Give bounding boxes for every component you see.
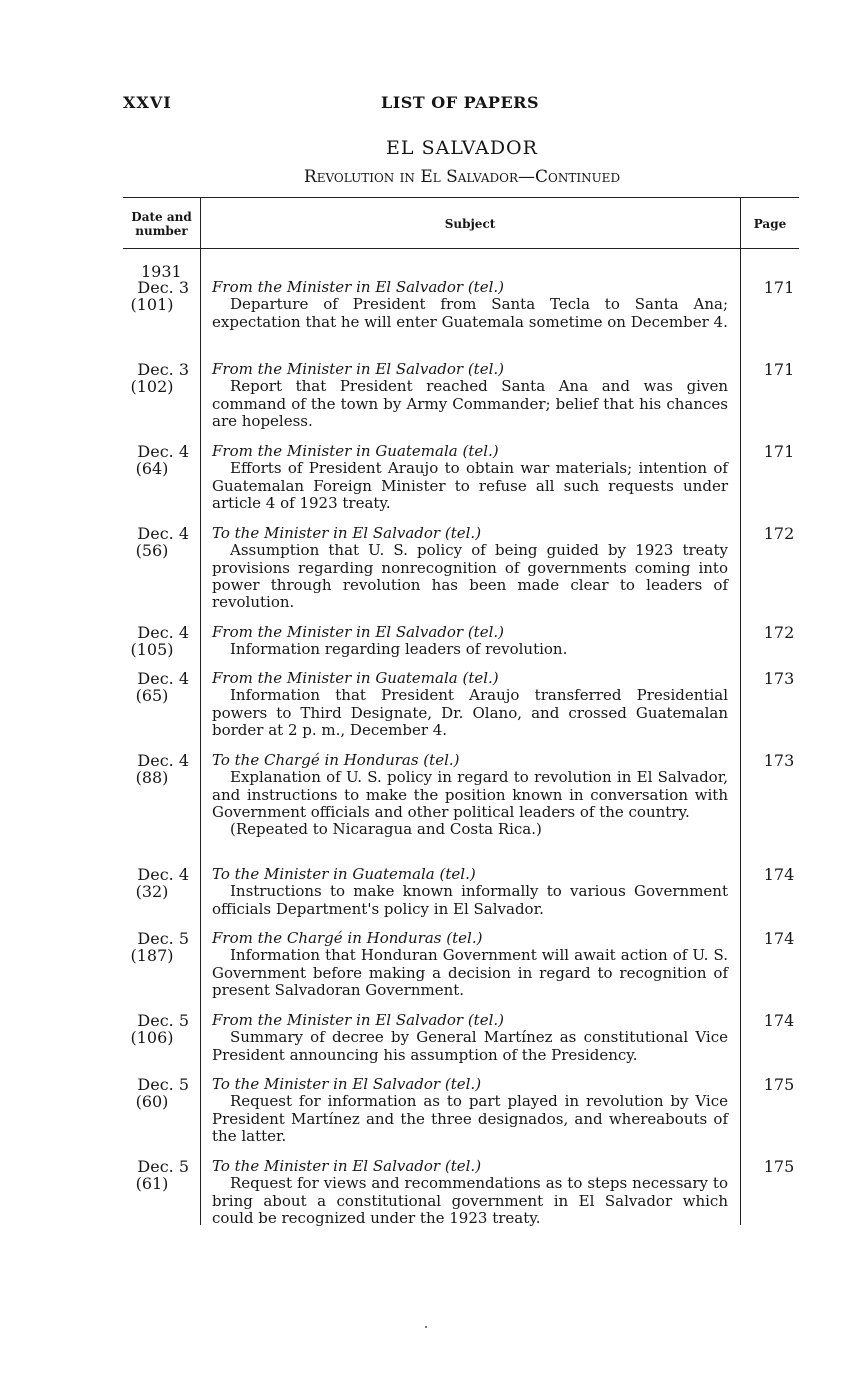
entry-number: (102) [130,377,174,396]
running-title: LIST OF PAPERS [381,93,539,112]
column-divider-left [200,197,201,1225]
entry-subject [212,752,728,838]
entry-subject [212,361,728,430]
entry-page: 174 [763,1011,795,1030]
entry-body: Explanation of U. S. policy in regard to revolution in El Salvador, and instructions to make the position known in conversation with Government officials and other political leaders of the country. [212,768,728,821]
entry-number: (105) [130,640,174,659]
entry-subject [212,1012,728,1064]
entry-note: (Repeated to Nicaragua and Costa Rica.) [230,820,542,839]
entry-from: From the Minister in El Salvador (tel.) [212,1011,505,1029]
entry-date: Dec. 3 [137,278,189,297]
entry-date: Dec. 4 [137,623,189,642]
entry-page: 171 [763,278,795,297]
entry-subject [212,443,728,512]
entry-from: From the Minister in El Salvador (tel.) [212,623,505,641]
entry-page: 171 [763,442,795,461]
entry-number: (88) [135,768,169,787]
entry-date: Dec. 5 [137,1075,189,1094]
entry-from: To the Minister in El Salvador (tel.) [212,1157,482,1175]
entry-body: Efforts of President Araujo to obtain war materials; intention of Guatemalan Foreign Minister to refuse all such requests under article 4 of 1923 treaty. [212,459,728,512]
year-label: 1931 [141,262,182,281]
entry-page: 175 [763,1075,795,1094]
column-header-date: Date and number [131,210,192,238]
entry-date: Dec. 5 [137,929,189,948]
entry-body: Request for views and recommendations as to steps necessary to bring about a constitutional government in El Salvador which could be recognized under the 1923 treaty. [212,1174,728,1227]
entry-number: (60) [135,1092,169,1111]
entry-date: Dec. 3 [137,360,189,379]
entry-body: Request for information as to part played in revolution by Vice President Martínez and the three designados, and whereabouts of the latter. [212,1092,728,1145]
entry-date: Dec. 4 [137,865,189,884]
entry-body: Report that President reached Santa Ana and was given command of the town by Army Commander; belief that his chances are hopeless. [212,377,728,430]
entry-body: Assumption that U. S. policy of being guided by 1923 treaty provisions regarding nonrecognition of governments coming into power through revolution has been made clear to leaders of revolution. [212,541,728,612]
entry-page: 174 [763,929,795,948]
entry-subject [212,1158,728,1227]
entry-subject [212,525,728,611]
entry-date: Dec. 4 [137,524,189,543]
entry-from: From the Minister in El Salvador (tel.) [212,278,505,296]
entry-subject [212,930,728,999]
entry-body: Information that President Araujo transferred Presidential powers to Third Designate, Dr. Olano, and crossed Guatemalan border at 2 p. m., December 4. [212,686,728,739]
section-heading: Revolution in El Salvador—Continued [303,167,621,187]
entry-from: To the Minister in Guatemala (tel.) [212,865,476,883]
page-number: XXVI [123,93,172,112]
entry-page: 173 [763,751,795,770]
table-header-rule [123,248,799,249]
column-header-subject: Subject [444,217,496,231]
country-heading: EL SALVADOR [386,137,538,159]
entry-number: (61) [135,1174,169,1193]
entry-number: (106) [130,1028,174,1047]
entry-subject [212,1076,728,1145]
entry-page: 172 [763,623,795,642]
entry-date: Dec. 4 [137,669,189,688]
entry-page: 173 [763,669,795,688]
entry-date: Dec. 4 [137,442,189,461]
entry-number: (64) [135,459,169,478]
entry-date: Dec. 5 [137,1157,189,1176]
entry-page: 175 [763,1157,795,1176]
entry-subject [212,866,728,918]
entry-body: Instructions to make known informally to various Government officials Department's policy in El Salvador. [212,882,728,918]
entry-date: Dec. 5 [137,1011,189,1030]
entry-subject [212,624,728,659]
entry-number: (187) [130,946,174,965]
entry-from: To the Chargé in Honduras (tel.) [212,751,460,769]
entry-number: (101) [130,295,174,314]
column-header-page: Page [753,217,787,231]
table-top-rule [123,197,799,198]
entry-body: Information that Honduran Government will await action of U. S. Government before making a decision in regard to recognition of present Salvadoran Government. [212,946,728,999]
entry-from: From the Minister in Guatemala (tel.) [212,442,499,460]
entry-from: To the Minister in El Salvador (tel.) [212,524,482,542]
entry-date: Dec. 4 [137,751,189,770]
column-divider-right [740,197,741,1225]
entry-number: (65) [135,686,169,705]
entry-subject [212,670,728,739]
entry-from: From the Minister in El Salvador (tel.) [212,360,505,378]
entry-page: 174 [763,865,795,884]
entry-page: 172 [763,524,795,543]
print-speck [425,1326,427,1328]
entry-body: Summary of decree by General Martínez as constitutional Vice President announcing his assumption of the Presidency. [212,1028,728,1064]
entry-from: To the Minister in El Salvador (tel.) [212,1075,482,1093]
entry-number: (56) [135,541,169,560]
entry-from: From the Minister in Guatemala (tel.) [212,669,499,687]
entry-from: From the Chargé in Honduras (tel.) [212,929,483,947]
entry-subject [212,279,728,331]
entry-body: Departure of President from Santa Tecla to Santa Ana; expectation that he will enter Guatemala sometime on December 4. [212,295,728,331]
entry-body: Information regarding leaders of revolution. [230,640,568,659]
entry-number: (32) [135,882,169,901]
entry-page: 171 [763,360,795,379]
